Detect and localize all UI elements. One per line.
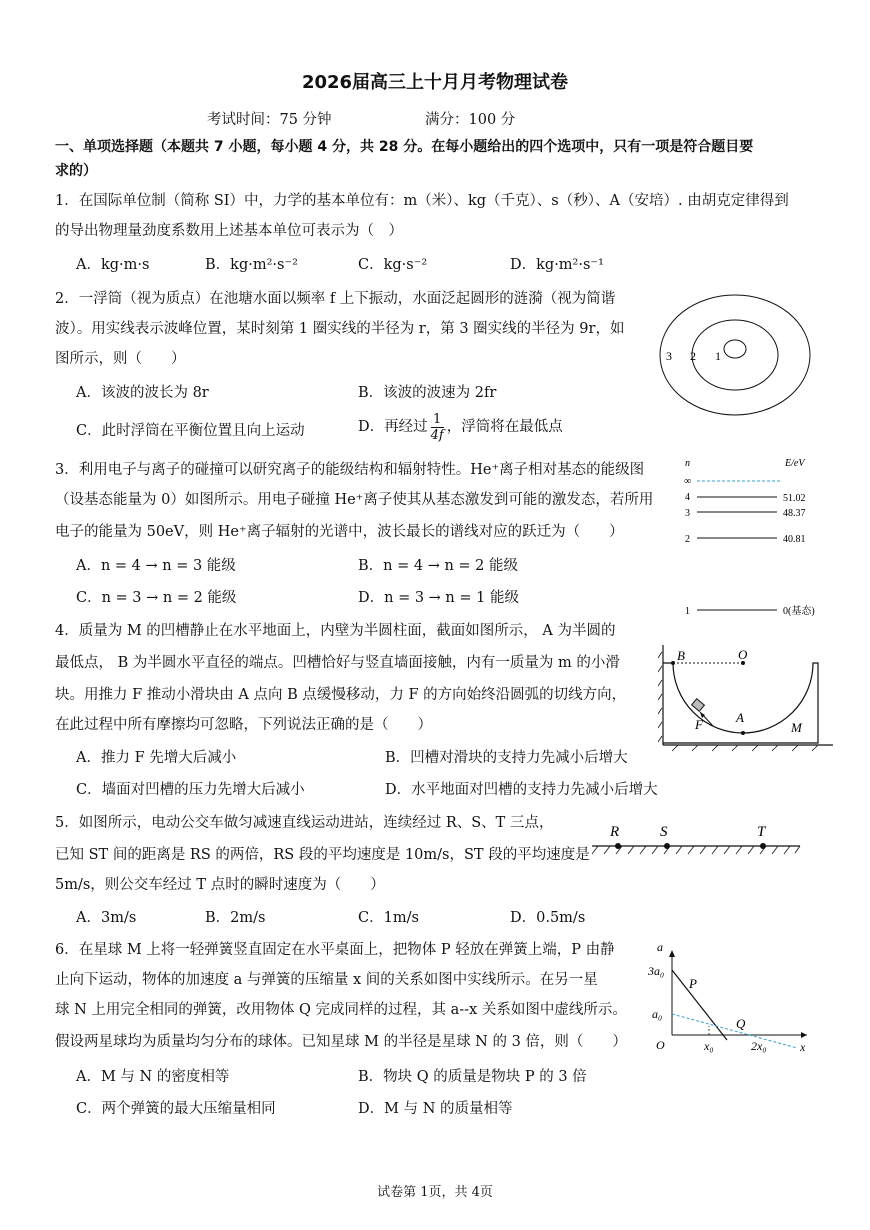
- section-heading-line2: 求的）: [55, 163, 97, 179]
- q6-option-d: D．M 与 N 的质量相等: [358, 1101, 513, 1117]
- page-footer: 试卷第 1页，共 4页: [377, 1185, 493, 1200]
- q5-line1: 5．如图所示，电动公交车做匀减速直线运动进站，连续经过 R、S、T 三点，: [55, 815, 554, 831]
- road-figure: [590, 818, 805, 860]
- q2-option-d-suffix: ，浮筒将在最低点: [446, 419, 563, 435]
- y-axis-arrow: [669, 950, 675, 957]
- ripple-label-2: 2: [690, 349, 696, 363]
- slider-block: [692, 699, 705, 712]
- q2-option-b: B．该波的波速为 2fr: [358, 385, 497, 401]
- ripple-1: [724, 340, 746, 358]
- q4-line4: 在此过程中所有摩擦均可忽略，下列说法正确的是（ ）: [55, 717, 432, 733]
- q3-line3: 电子的能量为 50eV，则 He⁺离子辐射的光谱中，波长最长的谱线对应的跃迁为（ ）: [55, 524, 624, 540]
- label-a0: a₀: [652, 1007, 663, 1021]
- ripple-label-1: 1: [715, 349, 721, 363]
- wall-hatch: [658, 652, 662, 742]
- q1-option-b: B．kg·m²·s⁻²: [205, 257, 298, 273]
- ripple-2: [692, 320, 778, 390]
- label-origin: O: [656, 1038, 665, 1052]
- q1-option-c: C．kg·s⁻²: [358, 257, 428, 273]
- label-r: R: [610, 824, 620, 840]
- energy-e-label: E/eV: [785, 458, 805, 469]
- label-a: A: [736, 710, 744, 725]
- energy-e1: 0(基态): [783, 606, 815, 617]
- ripple-label-3: 3: [666, 349, 672, 363]
- q4-line3: 块。用推力 F 推动小滑块由 A 点向 B 点缓慢移动，力 F 的方向始终沿圆弧的切线方向，: [55, 687, 627, 703]
- point-t: [760, 843, 766, 849]
- label-f: F: [695, 717, 703, 732]
- q4-option-c: C．墙面对凹槽的压力先增大后减小: [76, 782, 305, 798]
- curve-q: [672, 1014, 797, 1048]
- label-s: S: [660, 824, 668, 840]
- q4-line1: 4．质量为 M 的凹槽静止在水平地面上，内壁为半圆柱面，截面如图所示， A 为半圆的: [55, 623, 616, 639]
- q2-option-c: C．此时浮筒在平衡位置且向上运动: [76, 423, 305, 439]
- q5-option-d: D．0.5m/s: [510, 910, 586, 926]
- label-p: P: [689, 976, 697, 991]
- label-a-axis: a: [657, 940, 663, 954]
- q3-option-a: A．n = 4 → n = 3 能级: [76, 558, 236, 574]
- q6-option-b: B．物块 Q 的质量是物块 P 的 3 倍: [358, 1069, 587, 1085]
- q5-option-b: B．2m/s: [205, 910, 266, 926]
- q4-line2: 最低点， B 为半圆水平直径的端点。凹槽恰好与竖直墙面接触，内有一质量为 m 的小滑: [55, 655, 620, 671]
- q5-line2: 已知 ST 间的距离是 RS 的两倍，RS 段的平均速度是 10m/s，ST 段的平均速度是: [55, 847, 590, 863]
- q3-line1: 3．利用电子与离子的碰撞可以研究离子的能级结构和辐射特性。He⁺离子相对基态的能级图: [55, 462, 645, 478]
- curve-p: [672, 970, 727, 1040]
- ripple-figure: [655, 290, 815, 420]
- q2-option-a: A．该波的波长为 8r: [76, 385, 209, 401]
- x-axis-arrow: [801, 1032, 807, 1038]
- q3-option-c: C．n = 3 → n = 2 能级: [76, 590, 237, 606]
- q6-option-a: A．M 与 N 的密度相等: [76, 1069, 230, 1085]
- q5-option-a: A．3m/s: [76, 910, 137, 926]
- energy-e3: 48.37: [783, 508, 806, 519]
- label-3a0: 3a₀: [648, 964, 665, 978]
- q2-line3: 图所示，则（ ）: [55, 351, 186, 367]
- q1-line2: 的导出物理量劲度系数用上述基本单位可表示为（ ）: [55, 223, 403, 239]
- q2-frac-den: 4f: [430, 427, 444, 443]
- label-m: M: [791, 720, 802, 735]
- q6-line4: 假设两星球均为质量均匀分布的球体。已知星球 M 的半径是星球 N 的 3 倍，则（ ）: [55, 1034, 627, 1050]
- label-o: O: [738, 647, 748, 662]
- q1-line1: 1．在国际单位制（简称 SI）中，力学的基本单位有：m（米）、kg（千克）、s（秒）、A（安培）. 由胡克定律得到: [55, 193, 789, 209]
- energy-n-label: n: [685, 458, 690, 469]
- q2-frac-num: 1: [431, 412, 444, 428]
- groove-figure: [658, 640, 838, 755]
- energy-inf-label: ∞: [684, 476, 692, 487]
- point-b: [671, 661, 675, 665]
- q2-option-d-fraction: [431, 412, 444, 443]
- q2-line2: 波）。用实线表示波峰位置，某时刻第 1 圈实线的半径为 r，第 3 圈实线的半径为 9r，如: [55, 321, 625, 337]
- q3-line2: （设基态能量为 0）如图所示。用电子碰撞 He⁺离子使其从基态激发到可能的激发态，若所用: [55, 492, 654, 508]
- q6-line1: 6．在星球 M 上将一轻弹簧竖直固定在水平桌面上，把物体 P 轻放在弹簧上端，P 由静: [55, 942, 615, 958]
- full-score: 满分：100 分: [425, 112, 516, 128]
- q5-option-c: C．1m/s: [358, 910, 419, 926]
- q6-line3: 球 N 上用完全相同的弹簧，改用物体 Q 完成同样的过程，其 a--x 关系如图中虚线所示。: [55, 1002, 627, 1018]
- energy-e4: 51.02: [783, 493, 806, 504]
- q2-option-d: [358, 408, 563, 446]
- q5-line3: 5m/s，则公交车经过 T 点时的瞬时速度为（ ）: [55, 877, 385, 893]
- q3-option-d: D．n = 3 → n = 1 能级: [358, 590, 519, 606]
- page-title: 2026届高三上十月月考物理试卷: [301, 72, 569, 93]
- q4-option-a: A．推力 F 先增大后减小: [76, 750, 237, 766]
- ripple-3: [660, 295, 810, 415]
- point-a: [741, 731, 745, 735]
- label-x0: x₀: [704, 1039, 714, 1053]
- point-s: [664, 843, 670, 849]
- q1-option-d: D．kg·m²·s⁻¹: [510, 257, 604, 273]
- label-t: T: [757, 824, 766, 840]
- ax-graph-figure: [645, 940, 815, 1060]
- energy-n3: 3: [685, 508, 690, 519]
- section-heading-line1: 一、单项选择题（本题共 7 小题，每小题 4 分，共 28 分。在每小题给出的四个选项中，只有一项是符合题目要: [55, 139, 754, 155]
- energy-n2: 2: [685, 534, 690, 545]
- road-hatch: [592, 846, 800, 854]
- label-q: Q: [736, 1016, 746, 1031]
- ground-hatch: [672, 745, 818, 751]
- energy-n4: 4: [685, 492, 690, 503]
- q4-option-d: D．水平地面对凹槽的支持力先减小后增大: [385, 782, 658, 798]
- q6-line2: 止向下运动，物体的加速度 a 与弹簧的压缩量 x 间的关系如图中实线所示。在另一星: [55, 972, 598, 988]
- exam-time: 考试时间：75 分钟: [207, 112, 332, 128]
- energy-level-figure: [675, 452, 840, 622]
- label-x-axis: x: [800, 1040, 806, 1054]
- q2-option-d-prefix: D．再经过: [358, 419, 428, 435]
- label-2x0: 2x₀: [751, 1039, 767, 1053]
- label-b: B: [677, 648, 685, 663]
- energy-n1: 1: [685, 606, 690, 617]
- q2-line1: 2．一浮筒（视为质点）在池塘水面以频率 f 上下振动，水面泛起圆形的涟漪（视为简谐: [55, 291, 616, 307]
- q4-option-b: B．凹槽对滑块的支持力先减小后增大: [385, 750, 628, 766]
- q1-option-a: A．kg·m·s: [76, 257, 150, 273]
- energy-e2: 40.81: [783, 534, 806, 545]
- point-r: [615, 843, 621, 849]
- q3-option-b: B．n = 4 → n = 2 能级: [358, 558, 518, 574]
- q6-option-c: C．两个弹簧的最大压缩量相同: [76, 1101, 276, 1117]
